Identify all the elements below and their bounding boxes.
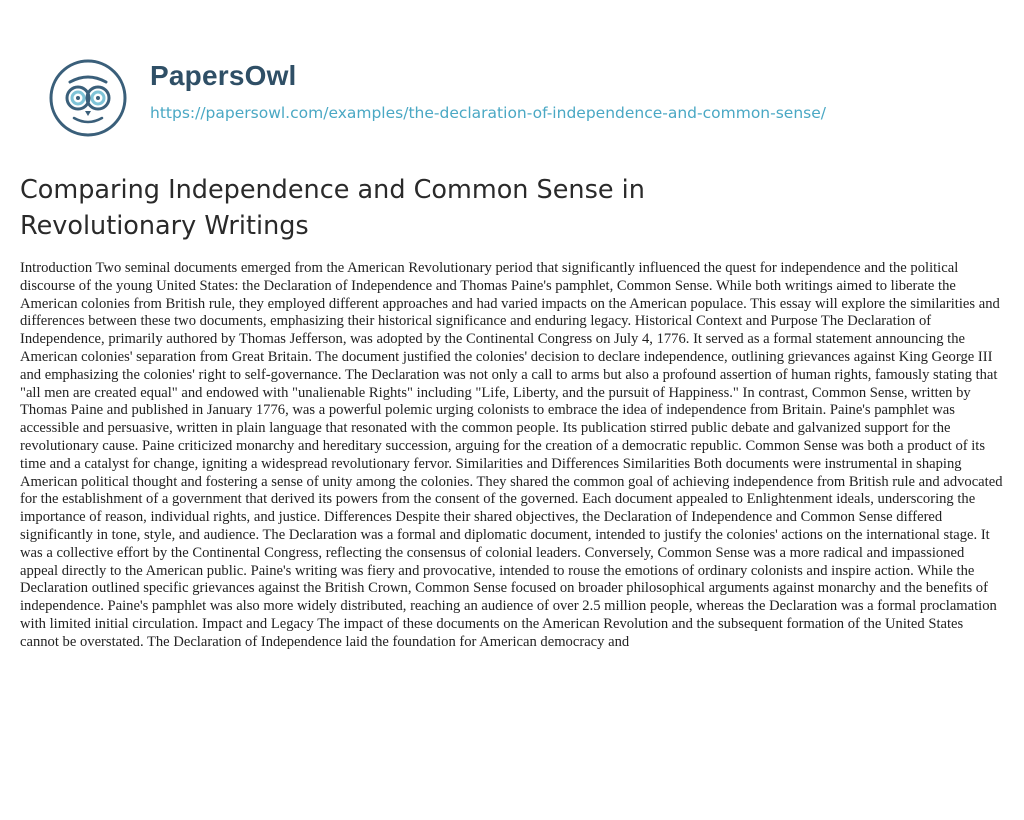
article-body: Introduction Two seminal documents emerged from the American Revolutionary period that significantly influenced the quest for independence and the political discourse of the young United States: the Declaration of Independence and Thomas Paine's pamphlet, Common Sense. While both writings aimed to liberate the American colonies from British rule, they employed different approaches and had varied impacts on the American populace. This essay will explore the similarities and differences between these two documents, emphasizing their historical significance and enduring legacy. Historical Context and Purpose The Declaration of Independence, primarily authored by Thomas Jefferson, was adopted by the Continental Congress on July 4, 1776. It served as a formal statement announcing the American colonies' separation from Great Britain. The document justified the colonies' decision to declare independence, outlining grievances against King George III and emphasizing the colonies' right to self-governance. The Declaration was not only a call to arms but also a profound assertion of human rights, famously stating that "all men are created equal" and endowed with "unalienable Rights" including "Life, Liberty, and the pursuit of Happiness." In contrast, Common Sense, written by Thomas Paine and published in January 1776, was a powerful polemic urging colonists to embrace the idea of independence from Britain. Paine's pamphlet was accessible and persuasive, written in plain language that resonated with the common people. Its publication stirred public debate and galvanized support for the revolutionary cause. Paine criticized monarchy and hereditary succession, arguing for the creation of a democratic republic. Common Sense was both a product of its time and a catalyst for change, igniting a widespread revolutionary fervor. Similarities and Differences Similarities Both documents were instrumental in shaping American political thought and fostering a sense of unity among the colonies. They shared the common goal of achieving independence from British rule and advocated for the establishment of a government that derived its powers from the consent of the governed. Each document appealed to Enlightenment ideals, underscoring the importance of reason, individual rights, and justice. Differences Despite their shared objectives, the Declaration of Independence and Common Sense differed significantly in tone, style, and audience. The Declaration was a formal and diplomatic document, intended to justify the colonies' actions on the international stage. It was a collective effort by the Continental Congress, reflecting the consensus of colonial leaders. Conversely, Common Sense was a more radical and impassioned appeal directly to the American public. Paine's writing was fiery and provocative, intended to rouse the emotions of ordinary colonists and inspire action. While the Declaration outlined specific grievances against the British Crown, Common Sense focused on broader philosophical arguments against monarchy and the benefits of independence. Paine's pamphlet was also more widely distributed, reaching an audience of over 2.5 million people, whereas the Declaration was a formal proclamation with limited initial circulation. Impact and Legacy The impact of these documents on the American Revolution and the subsequent formation of the United States cannot be overstated. The Declaration of Independence laid the foundation for American democracy and [20,260,1003,650]
page-url[interactable]: https://papersowl.com/examples/the-declaration-of-independence-and-common-sense/ [150,104,826,122]
site-header [48,58,826,138]
article-title: Comparing Independence and Common Sense in Revolutionary Writings [20,175,645,241]
brand-block [150,58,826,122]
owl-icon [48,58,128,138]
site-name[interactable]: PapersOwl [150,60,297,91]
